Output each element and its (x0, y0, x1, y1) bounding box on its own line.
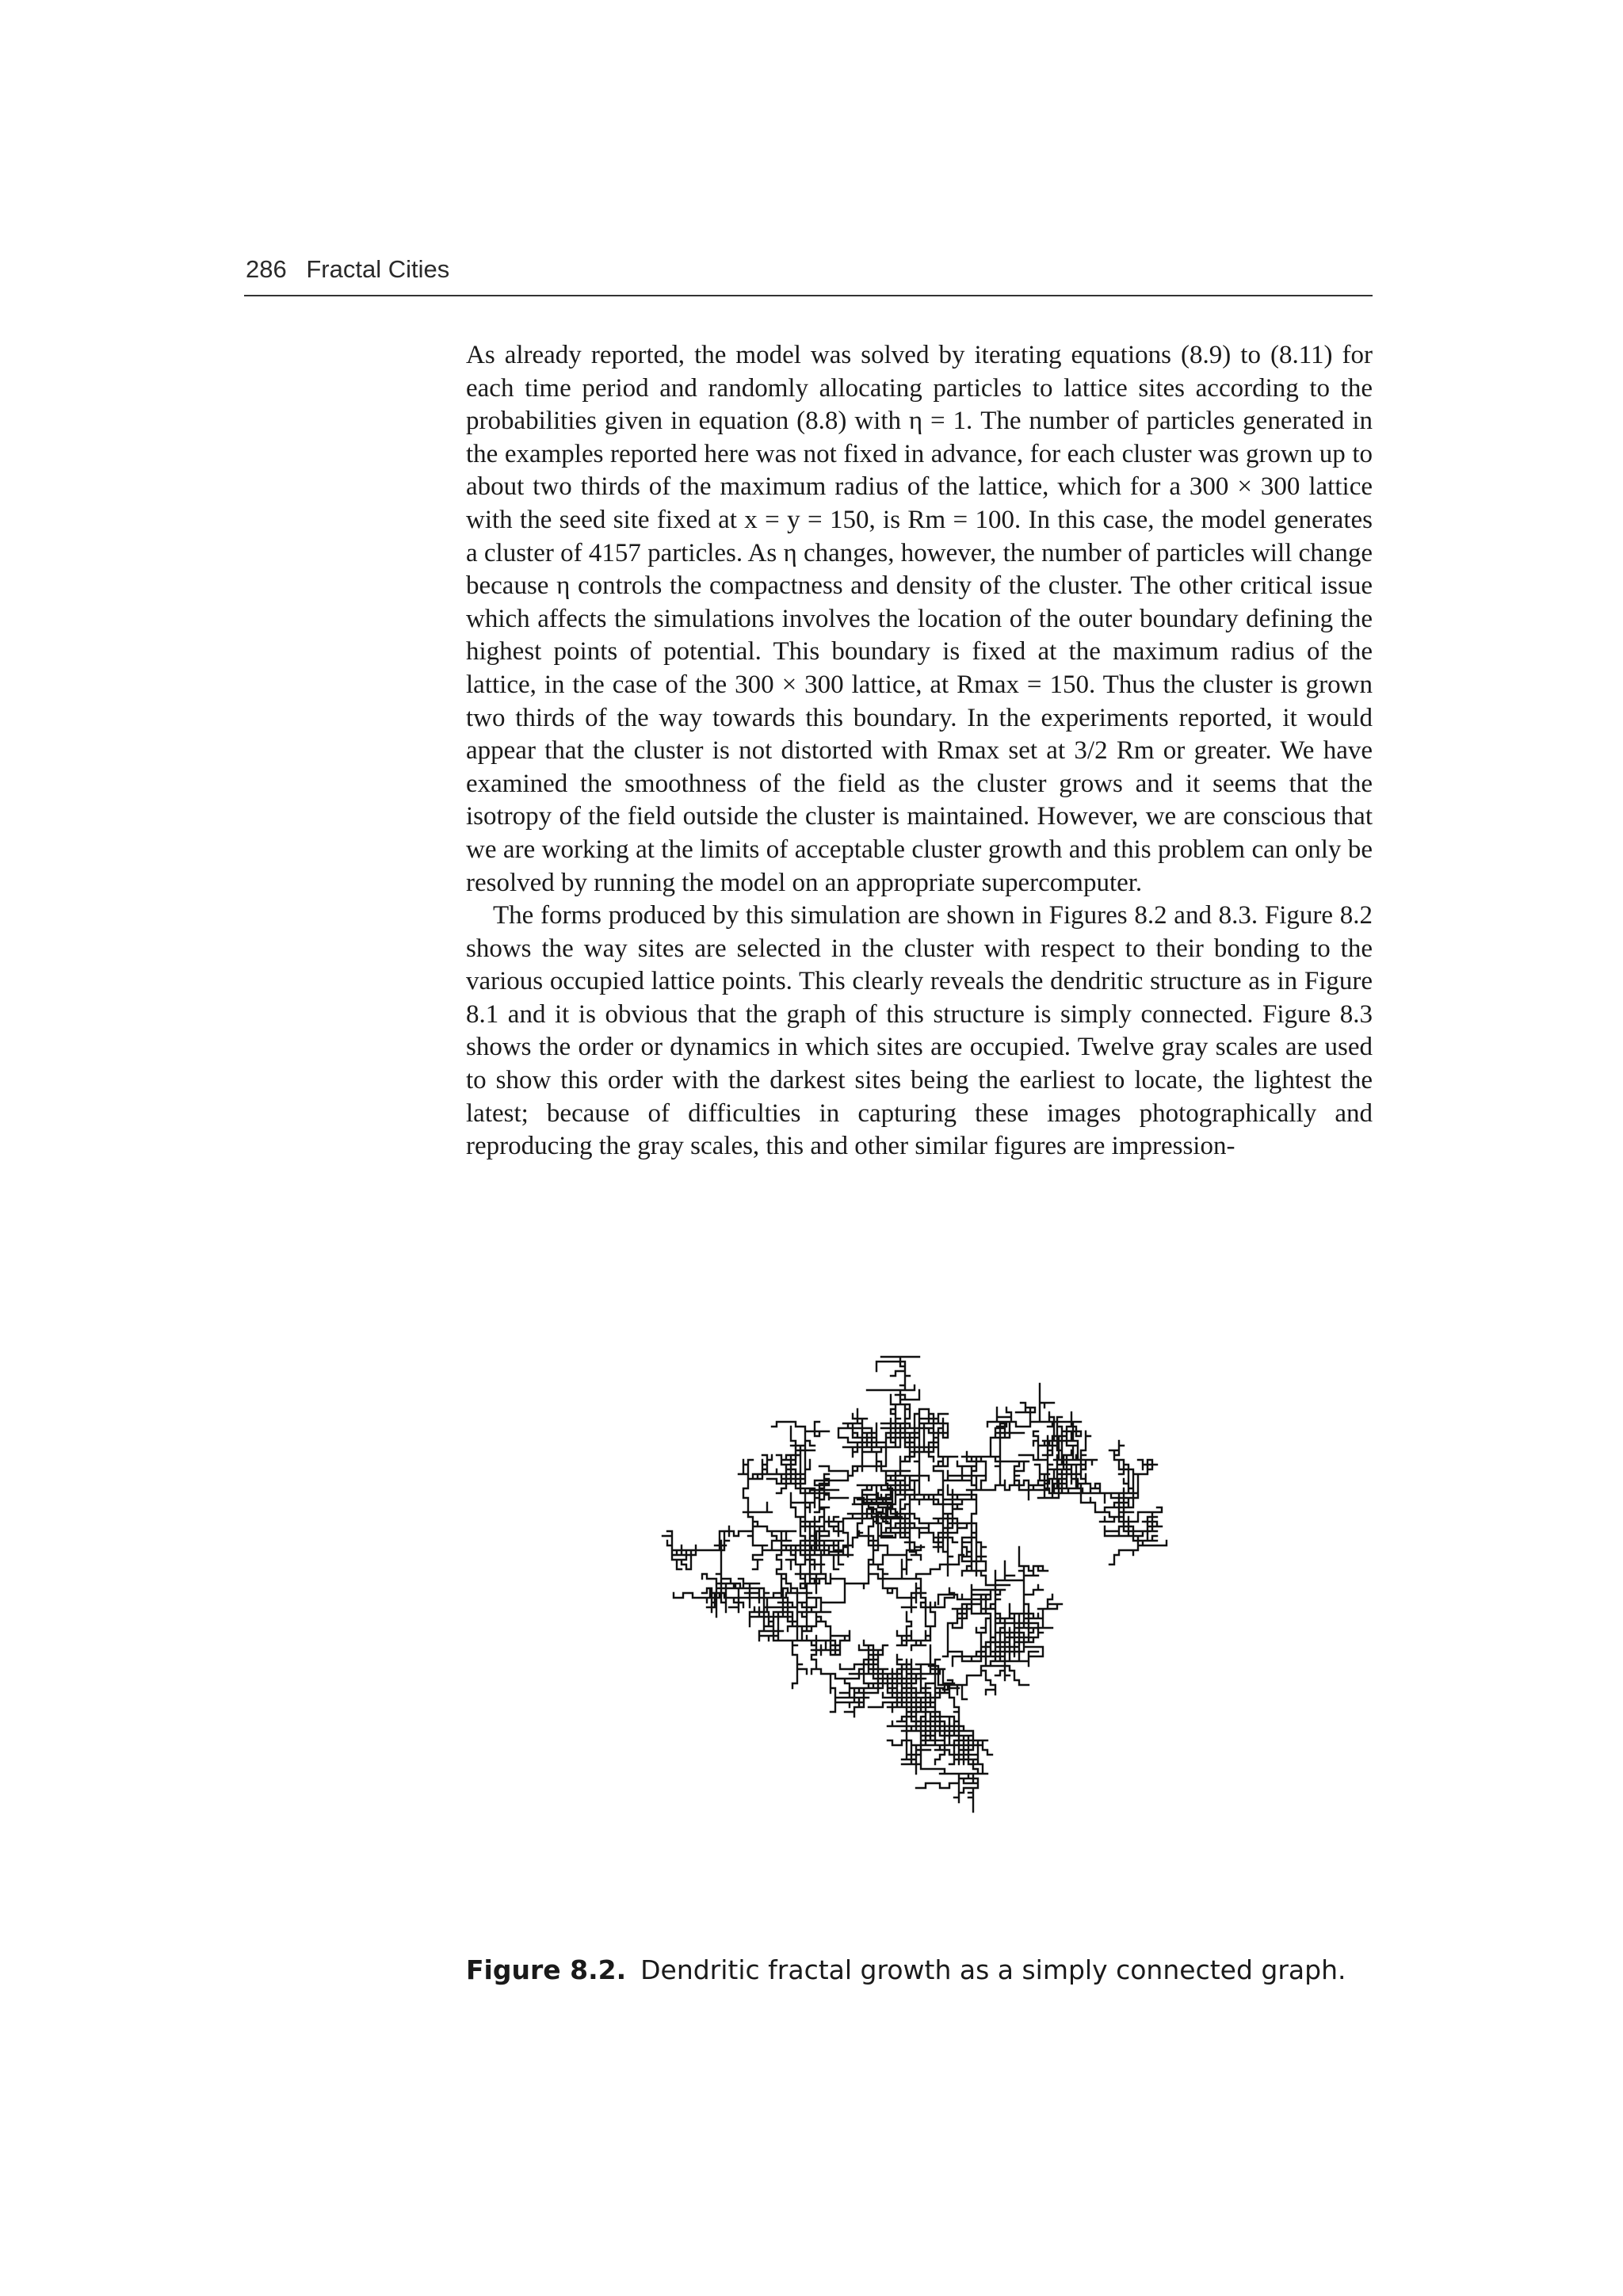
page-number: 286 (246, 255, 287, 283)
paragraph-1: As already reported, the model was solved by iterating equations (8.9) to (8.11) for each time period and randomly allocating particles to lattice sites according to the probabilities given in equation (8.8) with η = 1. The number of particles generated in the examples reported here was not fixed in advance, for each cluster was grown up to about two thirds of the maximum radius of the lattice, which for a 300 × 300 lattice with the seed site fixed at x = y = 150, is Rm = 100. In this case, the model generates a cluster of 4157 particles. As η changes, however, the number of particles will change because η controls the compactness and density of the cluster. The other critical issue which affects the simulations involves the location of the outer boundary defining the highest points of potential. This boundary is fixed at the maximum radius of the lattice, in the case of the 300 × 300 lattice, at Rmax = 150. Thus the cluster is grown two thirds of the way towards this boundary. In the experiments reported, it would appear that the cluster is not distorted with Rmax set at 3/2 Rm or greater. We have examined the smoothness of the field as the cluster grows and it seems that the isotropy of the field outside the cluster is maintained. However, we are conscious that we are working at the limits of acceptable cluster growth and this problem can only be resolved by running the model on an appropriate supercomputer. (466, 341, 1373, 897)
paragraph-2: The forms produced by this simulation are shown in Figures 8.2 and 8.3. Figure 8.2 shows the way sites are selected in the cluster with respect to their bonding to the various occupied lattice points. This clearly reveals the dendritic structure as in Figure 8.1 and it is obvious that the graph of this structure is simply connected. Figure 8.3 shows the order or dynamics in which sites are occupied. Twelve gray scales are used to show this order with the darkest sites being the earliest to locate, the lightest the latest; because of difficulties in capturing these images photographically and reproducing the gray scales, this and other similar figures are impression- (466, 901, 1373, 1161)
dendritic-cluster-figure (602, 1308, 1252, 1926)
figure-caption-text: Dendritic fractal growth as a simply connected graph. (640, 1954, 1346, 1985)
dendritic-cluster-drawing (602, 1308, 1252, 1926)
header-rule (244, 295, 1373, 296)
figure-caption (466, 1954, 1373, 1985)
body-text (466, 339, 1373, 1163)
running-head (246, 255, 449, 284)
dendritic-branches (663, 1357, 1167, 1812)
running-title: Fractal Cities (306, 255, 450, 283)
figure-label: Figure 8.2. (466, 1954, 627, 1985)
dendritic-branch-path (663, 1357, 1167, 1812)
